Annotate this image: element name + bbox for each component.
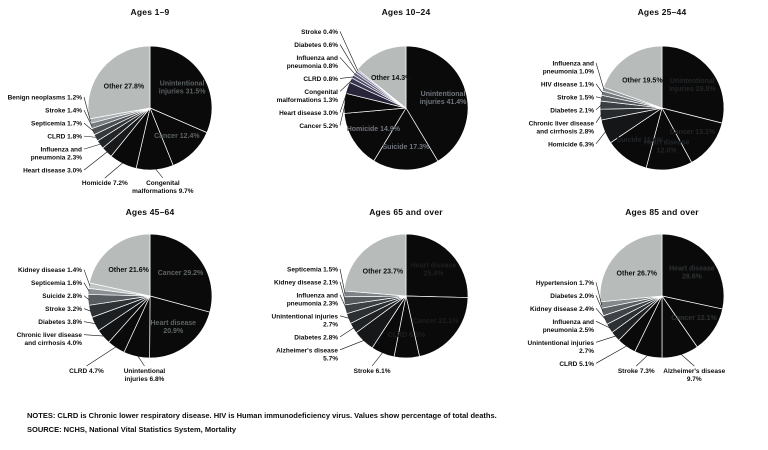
leader-line: [372, 352, 383, 366]
slice-label-homicide: Homicide 6.3%: [548, 141, 594, 149]
chart-title-ages-65-over: Ages 65 and over: [369, 207, 443, 217]
slice-label-septicemia: Septicemia 1.5%: [287, 266, 338, 274]
slice-label-other: Other 14.3%: [370, 74, 412, 82]
leader-line: [680, 353, 694, 366]
leader-line: [340, 340, 364, 349]
chart-cell-ages-85-over: [512, 200, 768, 412]
slice-label-other: Other 26.7%: [616, 270, 658, 278]
pie-chart-ages-10-24: [256, 0, 512, 200]
chart-cell-ages-1-9: [0, 0, 256, 200]
slice-label-diabetes: Diabetes 0.6%: [294, 41, 338, 49]
chart-cell-ages-25-44: [512, 0, 768, 200]
slice-label-heart-disease: Heart disease 20.9%: [150, 320, 197, 336]
slice-label-diabetes: Diabetes 3.8%: [38, 319, 82, 327]
pie-chart-ages-85-over: [512, 200, 768, 412]
slice-label-influenza-and-pneumonia: Influenza and pneumonia 2.3%: [30, 146, 82, 162]
chart-cell-ages-45-64: [0, 200, 256, 412]
chart-title-ages-45-64: Ages 45–64: [125, 207, 175, 217]
leader-line: [105, 162, 124, 178]
pie-chart-ages-45-64: [0, 200, 256, 412]
leader-line: [84, 335, 104, 336]
slice-label-unintentional-injuries: Unintentional injuries 2.7%: [271, 313, 338, 329]
leader-line: [596, 336, 616, 342]
chart-title-ages-1-9: Ages 1–9: [130, 7, 170, 17]
slice-label-septicemia: Septicemia 1.6%: [31, 280, 82, 288]
pie-chart-ages-1-9: [0, 0, 256, 200]
leader-line: [84, 270, 90, 286]
pie-slice-other: [600, 234, 662, 302]
slice-label-unintentional-injuries: Unintentional injuries 31.5%: [158, 80, 206, 96]
slice-label-influenza-and-pneumonia: Influenza and pneumonia 2.5%: [542, 318, 594, 334]
slice-label-heart-disease: Heart disease 25.4%: [410, 262, 457, 278]
slice-label-hiv-disease: HIV disease 1.1%: [540, 81, 594, 89]
slice-label-other: Other 27.8%: [103, 83, 145, 91]
slice-label-cancer: Cancer 21.1%: [412, 317, 459, 325]
slice-label-alzheimer-s-disease: Alzheimer's disease 5.7%: [276, 347, 338, 363]
slice-label-heart-disease: Heart disease 3.0%: [279, 109, 338, 117]
slice-label-clrd: CLRD 0.8%: [303, 75, 338, 83]
slice-label-unintentional-injuries: Unintentional injuries 6.8%: [123, 368, 166, 383]
slice-label-heart-disease: Heart disease 12.0%: [643, 139, 690, 155]
slice-label-congenital-malformations: Congenital malformations 9.7%: [132, 180, 194, 195]
chart-title-ages-85-over: Ages 85 and over: [625, 207, 699, 217]
slice-label-diabetes: Diabetes 2.0%: [550, 292, 594, 300]
slice-label-kidney-disease: Kidney disease 2.1%: [274, 279, 338, 287]
slice-label-kidney-disease: Kidney disease 1.4%: [18, 267, 82, 275]
slice-label-stroke: Stroke 7.3%: [617, 368, 655, 375]
pie-chart-ages-25-44: [512, 0, 768, 200]
slice-label-chronic-liver-disease-and-cirrhosis: Chronic liver disease and cirrhosis 2.8%: [528, 120, 594, 136]
slice-label-unintentional-injuries: Unintentional injuries 41.4%: [419, 91, 467, 107]
slice-label-septicemia: Septicemia 1.7%: [31, 120, 82, 128]
slice-label-other: Other 21.6%: [108, 266, 149, 274]
slice-label-influenza-and-pneumonia: Influenza and pneumonia 0.8%: [286, 54, 338, 70]
slice-label-other: Other 23.7%: [362, 268, 404, 276]
slice-label-stroke: Stroke 0.4%: [301, 28, 338, 36]
slice-label-stroke: Stroke 3.2%: [45, 306, 82, 314]
slice-label-benign-neoplasms: Benign neoplasms 1.2%: [7, 94, 82, 102]
slice-label-clrd: CLRD 6.6%: [387, 331, 426, 339]
slice-label-stroke: Stroke 6.1%: [353, 368, 391, 375]
slice-label-heart-disease: Heart disease 3.0%: [23, 167, 82, 175]
leader-line: [84, 144, 101, 149]
leader-line: [340, 328, 354, 337]
chart-cell-ages-65-over: [256, 200, 512, 412]
pie-slice-other: [88, 46, 150, 119]
leader-line: [596, 84, 603, 94]
slice-label-cancer: Cancer 13.1%: [669, 129, 716, 137]
figure-source: SOURCE: NCHS, National Vital Statistics System, Mortality: [27, 425, 237, 434]
slice-label-homicide: Homicide 7.2%: [81, 180, 128, 187]
slice-label-suicide: Suicide 11.4%: [616, 136, 663, 144]
slice-label-unintentional-injuries: Unintentional injuries 28.8%: [668, 77, 716, 93]
slice-label-clrd: CLRD 1.8%: [47, 133, 82, 141]
slice-label-congenital-malformations: Congenital malformations 1.3%: [276, 88, 338, 104]
slice-label-diabetes: Diabetes 2.8%: [294, 334, 338, 342]
slice-label-kidney-disease: Kidney disease 2.4%: [530, 305, 594, 313]
slice-label-stroke: Stroke 1.4%: [45, 107, 82, 115]
leader-line: [636, 354, 648, 366]
slice-label-hypertension: Hypertension 1.7%: [535, 279, 594, 287]
slice-label-homicide: Homicide 14.9%: [346, 125, 401, 133]
leader-line: [596, 346, 627, 363]
leader-line: [86, 346, 117, 366]
slice-label-other: Other 19.5%: [622, 77, 663, 85]
leader-line: [596, 131, 606, 143]
leader-line: [84, 152, 107, 170]
slice-label-cancer: Cancer 29.2%: [157, 270, 204, 278]
leader-line: [596, 115, 601, 123]
pie-chart-ages-65-over: [256, 200, 512, 412]
slice-label-stroke: Stroke 1.5%: [557, 94, 594, 102]
slice-label-unintentional-injuries: Unintentional injuries 2.7%: [527, 339, 594, 355]
slice-label-heart-disease: Heart disease 28.6%: [669, 265, 715, 281]
slice-label-suicide: Suicide 2.8%: [42, 293, 82, 301]
slice-label-clrd: CLRD 5.1%: [559, 360, 594, 368]
leader-line: [340, 31, 358, 70]
chart-title-ages-10-24: Ages 10–24: [381, 7, 431, 17]
slice-label-clrd: CLRD 4.7%: [69, 368, 104, 375]
slice-label-alzheimer-s-disease: Alzheimer's disease 9.7%: [663, 368, 726, 383]
slice-label-cancer: Cancer 12.1%: [671, 314, 717, 322]
slice-label-chronic-liver-disease-and-cirrhosis: Chronic liver disease and cirrhosis 4.0%: [16, 332, 82, 348]
figure-notes: NOTES: CLRD is Chronic lower respiratory disease. HIV is Human immunodeficiency virus. Values show percentage of total deaths.: [27, 411, 497, 420]
chart-title-ages-25-44: Ages 25–44: [637, 7, 687, 17]
slice-label-influenza-and-pneumonia: Influenza and pneumonia 1.0%: [542, 60, 594, 76]
leader-line: [340, 44, 357, 72]
pie-slice-other: [344, 234, 406, 296]
slice-label-diabetes: Diabetes 2.1%: [550, 107, 594, 115]
chart-cell-ages-10-24: [256, 0, 512, 200]
slice-label-cancer: Cancer 5.2%: [299, 122, 338, 130]
slice-label-cancer: Cancer 12.4%: [154, 133, 200, 141]
slice-label-influenza-and-pneumonia: Influenza and pneumonia 2.3%: [286, 292, 338, 308]
slice-label-suicide: Suicide 17.3%: [382, 143, 430, 151]
